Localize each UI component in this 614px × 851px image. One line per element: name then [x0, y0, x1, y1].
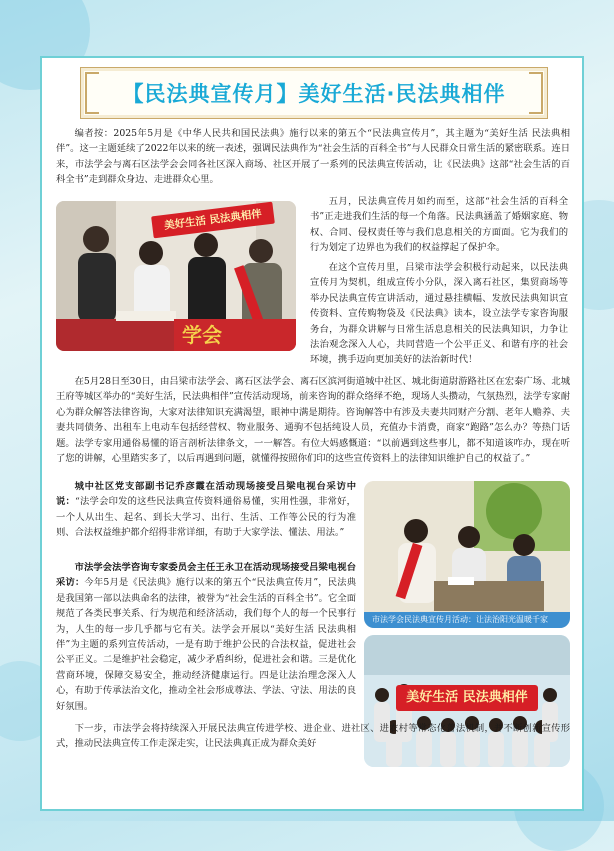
activity-paragraph: 在这个宣传月里，吕梁市法学会积极行动起来，以民法典宣传月为契机，组成宣传小分队，深入离石社区，集贸商场等举办民法典宣传宣讲活动，通过悬挂横幅、发放民法典知识宣传资料、宣传购物袋及《民法典》读本，设立法学专家咨询服务台，为群众讲解与日常生活息息相关的民法典知识，力争让法治观念深入人心，共同营造一个公平正义、和谐有序的社会环境，携手迈向更加美好的法治新时代！: [310, 262, 568, 366]
may-paragraph: 五月，民法典宣传月如约而至，这部“社会生活的百科全书”正走进我们生活的每一个角落。民法典涵盖了婚姻家庭、物权、合同、侵权责任等与我们息息相关的方面面。它为我们的行为划定了边界也为我们的权益撑起了保护伞。: [310, 196, 568, 254]
booth-sign: 学会: [174, 319, 296, 351]
interview-paragraph-2: [56, 560, 356, 714]
photo-consultation: [364, 481, 570, 628]
event-report-paragraph: 在5月28日至30日，由吕梁市法学会、离石区法学会、离石区滨河街道城中社区、城北街道尉游路社区在宏泰广场、北城王府等城区举办的“美好生活，民法典相伴”宣传活动现场，前来咨询的群众络绎不绝，现场人头攒动，气氛热烈，法学专家耐心为群众解答法律咨询，大家对法律知识充满渴望，眼神中满是期待。咨询解答中有涉及夫妻共同财产分割、老年人赡养、夫妻共同债务、出租车上电动车包括经营权、物业服务、通驹不包括纯设人员，充值办卡消费，商家“跑路”怎么办？等热门话题。法学专家用通俗易懂的语言剖析法律条文，一一解答。有位大妈感慨道：“以前遇到这些事儿，都不知道该咋办，现在听了您的讲解，心里踏实多了，以后再遇到问题，就懂得按照你们印的这些宣传资料上的法律知识维护自己的权益了。”: [56, 376, 570, 465]
title-frame: [80, 67, 548, 119]
photo-banner: 美好生活 民法典相伴: [151, 202, 275, 239]
photo-illustration: [364, 481, 570, 628]
interview-body-1: “法学会印发的这些民法典宣传资料通俗易懂，实用性强，非常好，一个人从出生、起名、到长大学习、出行、生活、工作等公民的行为准则、合法权益维护都介绍得非常详细，有助于大家学法、懂法、用法。”: [56, 496, 356, 539]
interview-lead-2: 市法学会法学咨询专家委员会主任王永卫在活动现场接受吕梁电视台采访：: [56, 562, 356, 589]
interview-lead-1: 城中社区党支部副书记乔彦霞在活动现场接受吕梁电视台采访中说：: [56, 481, 356, 508]
photo-volunteers-booth: [56, 201, 296, 351]
interview-paragraph-1: [56, 479, 356, 541]
photo-caption: 市法学会民法典宣传月活动：让法治阳光温暖千家: [364, 612, 570, 628]
interview-body-2: 今年5月是《民法典》施行以来的第五个“民法典宣传月”，民法典是我国第一部以法典命名的法律，被誉为“社会生活的百科全书”。它全面规范了各类民事关系、行为规范和经济活动，我们每个人的每一个民事行为，人生的每一步几乎都与它有关。法学会开展以“美好生活 民法典相伴”为主题的系列宣传活动，一是有助于维护公民的合法权益，促进社会公平正义。二是维护社会稳定，减少矛盾纠纷，促进社会和谐。三是优化营商环境，保障交易安全，推动经济健康运行。四是让法治理念深入人心，有助于传承法治文化，推动全社会形成尊法、学法、守法、用法的良好氛围。: [56, 577, 356, 712]
next-steps-paragraph: 下一步，市法学会将持续深入开展民法典宣传进学校、进企业、进社区、进农村等常态化普法机制，并不断创新宣传形式，推动民法典宣传工作走深走实，让民法典真正成为群众美好: [56, 723, 570, 750]
page-title: 【民法典宣传月】美好生活·民法典相伴: [122, 82, 506, 106]
group-banner: 美好生活 民法典相伴: [396, 685, 538, 711]
article-page: [40, 56, 584, 811]
editor-note-paragraph: 编者按：2025年5月是《中华人民共和国民法典》施行以来的第五个“民法典宣传月”，其主题为“美好生活 民法典相伴”。这一主题延续了2022年以来的统一表述，强调民法典作为“社会生活的百科全书”与人民群众日常生活的紧密联系。连日来，市法学会与离石区法学会会同各社区深入商场、社区开展了一系列的民法典宣传活动，让《民法典》这部“社会生活的百科全书”走到群众身边、走进群众心里。: [56, 128, 570, 186]
